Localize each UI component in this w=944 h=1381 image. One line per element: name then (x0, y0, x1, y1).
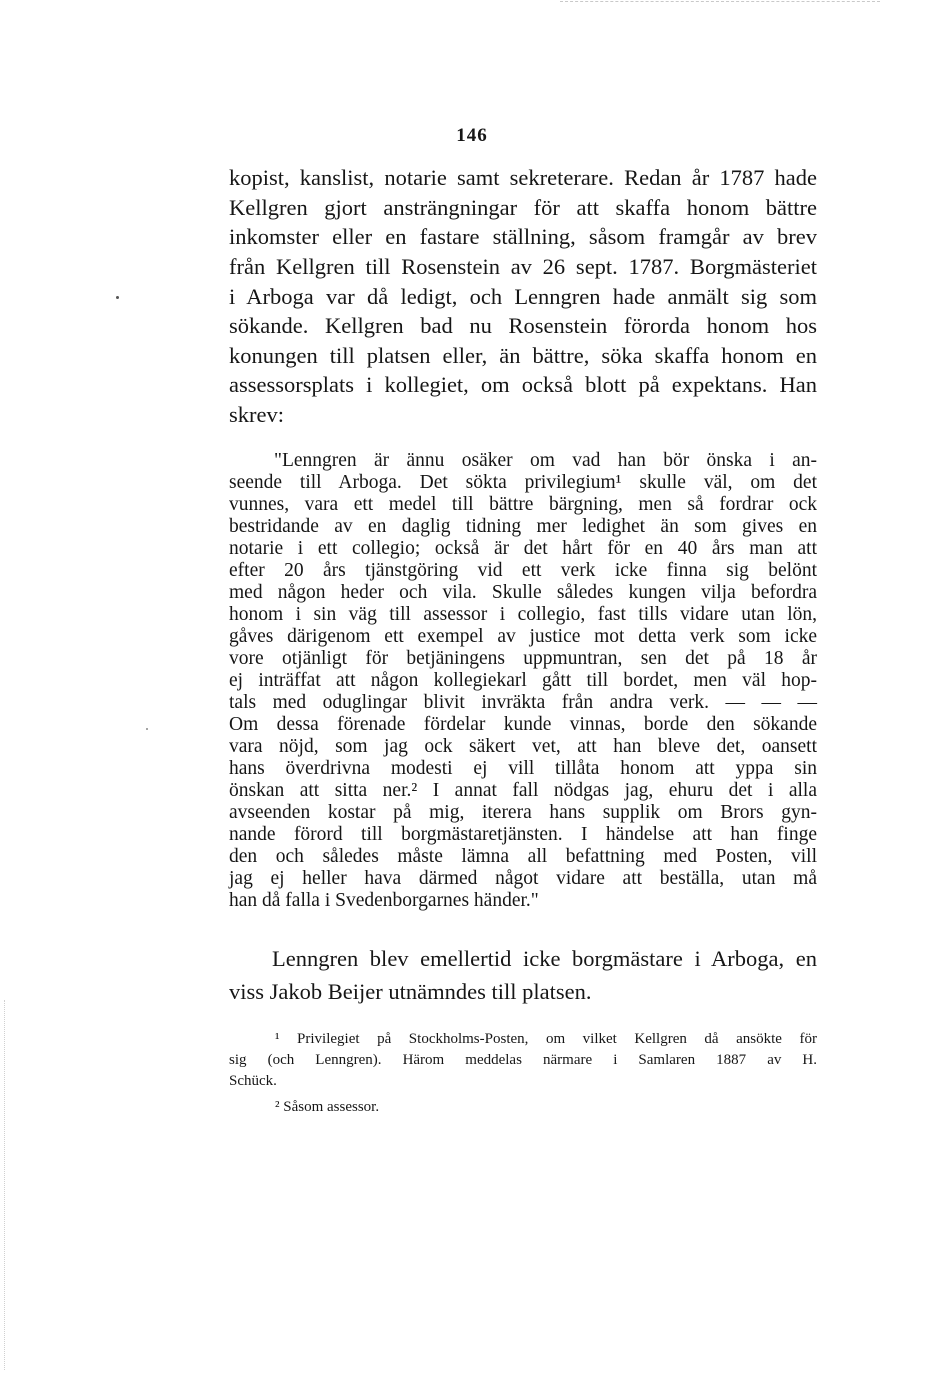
quote-line: önskan att sitta ner.² I annat fall nödgas jag, ehuru det i alla (229, 780, 817, 801)
footnote-2-line: ² Såsom assessor. (275, 1099, 380, 1115)
text-line: Kellgren gjort ansträngningar för att skaffa honom bättre (229, 195, 817, 220)
page-number: 146 (456, 125, 488, 146)
quote-line: Om dessa förenade fördelar kunde vinnas, borde den sökande (229, 714, 817, 735)
text-line: sökande. Kellgren bad nu Rosenstein förorda honom hos (229, 313, 817, 338)
quote-line: med någon heder och vila. Skulle således kungen vilja befordra (229, 582, 817, 603)
text-line: från Kellgren till Rosenstein av 26 sept. 1787. Borgmästeriet (229, 254, 817, 279)
footnote-1-line: Schück. (229, 1073, 277, 1089)
scan-margin-rule (4, 1000, 5, 1370)
quote-line: den och således måste lämna all befattning med Posten, vill (229, 846, 817, 867)
quote-line: gåves därigenom ett exempel av justice mot detta verk som icke (229, 626, 817, 647)
quote-line: vara nöjd, som jag ock säkert vet, att han bleve det, oansett (229, 736, 817, 757)
quote-line: avseenden kostar på mig, iterera hans supplik om Brors gyn- (229, 802, 817, 823)
text-line: kopist, kanslist, notarie samt sekreterare. Redan år 1787 hade (229, 165, 817, 190)
footnote-1-line: sig (och Lenngren). Härom meddelas närmare i Samlaren 1887 av H. (229, 1052, 817, 1068)
margin-speck (146, 728, 148, 730)
quote-line: jag ej heller hava därmed något vidare att beställa, utan må (229, 868, 817, 889)
text-line: inkomster eller en fastare ställning, såsom framgår av brev (229, 224, 817, 249)
margin-speck (116, 296, 119, 299)
quote-line: ej inträffat att någon kollegiekarl gått till bordet, men väl hop- (229, 670, 817, 691)
quote-line: vore otjänligt för betjäningens uppmuntran, sen det på 18 år (229, 648, 817, 669)
text-line: skrev: (229, 402, 284, 427)
text-line: Lenngren blev emellertid icke borgmästare i Arboga, en (272, 946, 817, 971)
quote-line: han då falla i Svedenborgarnes händer." (229, 890, 539, 911)
text-line: konungen till platsen eller, än bättre, söka skaffa honom en (229, 343, 817, 368)
quote-line: notarie i ett collegio; också är det hårt för en 40 års man att (229, 538, 817, 559)
text-line: viss Jakob Beijer utnämndes till platsen. (229, 979, 592, 1004)
quote-line: nande förord till borgmästaretjänsten. I händelse att han finge (229, 824, 817, 845)
quote-line: tals med oduglingar blivit invräkta från andra verk. — — — (229, 692, 817, 713)
quote-line: seende till Arboga. Det sökta privilegium¹ skulle väl, om det (229, 472, 817, 493)
quote-line: efter 20 års tjänstgöring vid ett verk icke finna sig belönt (229, 560, 817, 581)
quote-line: "Lenngren är ännu osäker om vad han bör önska i an- (274, 450, 817, 471)
quote-line: bestridande av en daglig tidning mer ledighet än som gives en (229, 516, 817, 537)
text-line: assessorsplats i kollegiet, om också blott på expektans. Han (229, 372, 817, 397)
quote-line: honom i sin väg till assessor i collegio, fast tills vidare utan lön, (229, 604, 817, 625)
quote-line: hans överdrivna modesti ej vill tillåta honom att yppa sin (229, 758, 817, 779)
scan-edge-rule (560, 1, 880, 2)
footnote-1-line: ¹ Privilegiet på Stockholms-Posten, om vilket Kellgren då ansökte för (275, 1031, 817, 1047)
text-line: i Arboga var då ledigt, och Lenngren hade anmält sig som (229, 284, 817, 309)
quote-line: vunnes, vara ett medel till bättre bärgning, men så fordrar ock (229, 494, 817, 515)
